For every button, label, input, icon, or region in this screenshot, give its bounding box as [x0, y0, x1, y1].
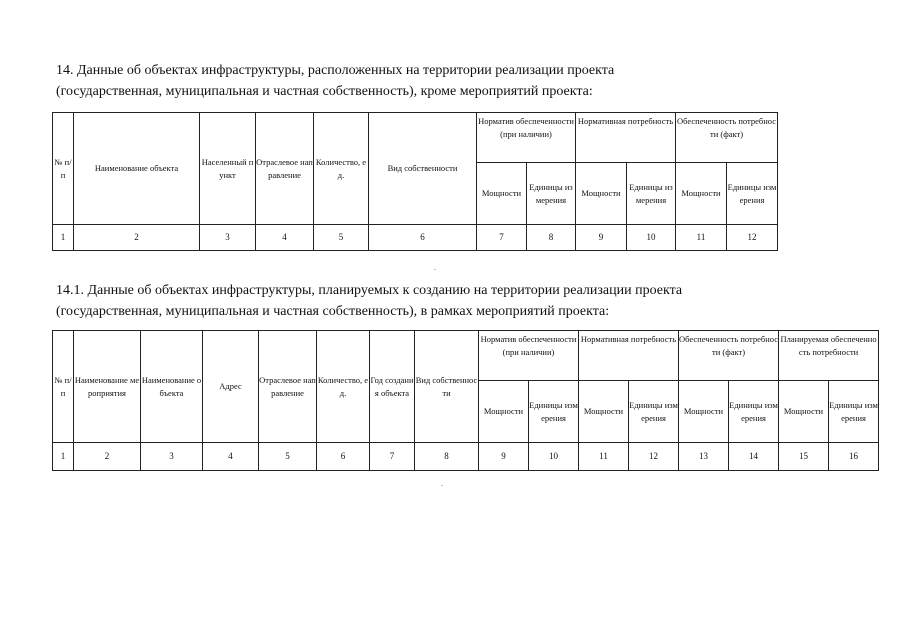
- subheader-units: Единицы измерения: [627, 163, 676, 225]
- subheader-capacity: Мощности: [679, 381, 729, 443]
- section-14-1-heading: [56, 280, 856, 322]
- col-header-provision: Обеспеченность потребности (факт): [676, 113, 778, 163]
- col-header-industry: Отраслевое направление: [256, 113, 314, 225]
- section-14-1-title-line1: 14.1. Данные об объектах инфраструктуры, планируемых к созданию на территории реализации проекта: [56, 283, 683, 298]
- col-number: 3: [141, 443, 203, 471]
- col-header-quantity: Количество, ед.: [317, 331, 370, 443]
- col-number: 5: [259, 443, 317, 471]
- col-number: 12: [629, 443, 679, 471]
- col-number: 13: [679, 443, 729, 471]
- existing-infrastructure-table: [52, 112, 778, 251]
- subheader-capacity: Мощности: [779, 381, 829, 443]
- col-number: 6: [317, 443, 370, 471]
- col-header-norm: Норматив обеспеченности (при наличии): [479, 331, 579, 381]
- scan-speck: [441, 485, 443, 486]
- col-number: 2: [74, 443, 141, 471]
- col-header-need: Нормативная потребность: [579, 331, 679, 381]
- col-number: 9: [576, 225, 627, 251]
- col-number: 11: [676, 225, 727, 251]
- col-header-need: Нормативная потребность: [576, 113, 676, 163]
- subheader-units: Единицы измерения: [527, 163, 576, 225]
- section-14-heading: [56, 60, 856, 102]
- col-number: 4: [256, 225, 314, 251]
- section-14-title-line1: 14. Данные об объектах инфраструктуры, расположенных на территории реализации проекта: [56, 63, 615, 78]
- col-header-industry: Отраслевое направление: [259, 331, 317, 443]
- col-header-year: Год создания объекта: [370, 331, 415, 443]
- subheader-units: Единицы измерения: [729, 381, 779, 443]
- planned-infrastructure-table: [52, 330, 879, 471]
- col-number: 11: [579, 443, 629, 471]
- col-number: 12: [727, 225, 778, 251]
- col-header-settlement: Населенный пункт: [200, 113, 256, 225]
- col-number: 10: [627, 225, 676, 251]
- section-14-title-line2: (государственная, муниципальная и частная собственность), кроме мероприятий проекта:: [56, 84, 593, 99]
- col-number: 2: [74, 225, 200, 251]
- col-header-num: № п/п: [53, 331, 74, 443]
- subheader-capacity: Мощности: [676, 163, 727, 225]
- col-number: 14: [729, 443, 779, 471]
- col-number: 16: [829, 443, 879, 471]
- col-number: 9: [479, 443, 529, 471]
- col-header-num: № п/п: [53, 113, 74, 225]
- col-header-ownership: Вид собственности: [369, 113, 477, 225]
- col-number: 6: [369, 225, 477, 251]
- col-header-quantity: Количество, ед.: [314, 113, 369, 225]
- col-number: 4: [203, 443, 259, 471]
- col-number: 1: [53, 225, 74, 251]
- col-number: 5: [314, 225, 369, 251]
- subheader-capacity: Мощности: [576, 163, 627, 225]
- col-header-provision: Обеспеченность потребности (факт): [679, 331, 779, 381]
- section-14-1-title-line2: (государственная, муниципальная и частная собственность), в рамках мероприятий проекта:: [56, 304, 610, 319]
- subheader-units: Единицы измерения: [629, 381, 679, 443]
- col-header-object-name: Наименование объекта: [74, 113, 200, 225]
- col-header-object-name: Наименование объекта: [141, 331, 203, 443]
- col-number: 8: [415, 443, 479, 471]
- col-number: 3: [200, 225, 256, 251]
- col-number: 7: [477, 225, 527, 251]
- col-number: 10: [529, 443, 579, 471]
- col-header-norm: Норматив обеспеченности (при наличии): [477, 113, 576, 163]
- col-number: 7: [370, 443, 415, 471]
- col-number: 8: [527, 225, 576, 251]
- col-header-activity-name: Наименование мероприятия: [74, 331, 141, 443]
- col-number: 1: [53, 443, 74, 471]
- subheader-capacity: Мощности: [477, 163, 527, 225]
- subheader-units: Единицы измерения: [829, 381, 879, 443]
- col-header-ownership: Вид собственности: [415, 331, 479, 443]
- col-header-planned: Планируемая обеспеченность потребности: [779, 331, 879, 381]
- subheader-capacity: Мощности: [479, 381, 529, 443]
- col-number: 15: [779, 443, 829, 471]
- scan-speck: [434, 269, 436, 270]
- subheader-units: Единицы измерения: [727, 163, 778, 225]
- col-header-address: Адрес: [203, 331, 259, 443]
- subheader-units: Единицы измерения: [529, 381, 579, 443]
- subheader-capacity: Мощности: [579, 381, 629, 443]
